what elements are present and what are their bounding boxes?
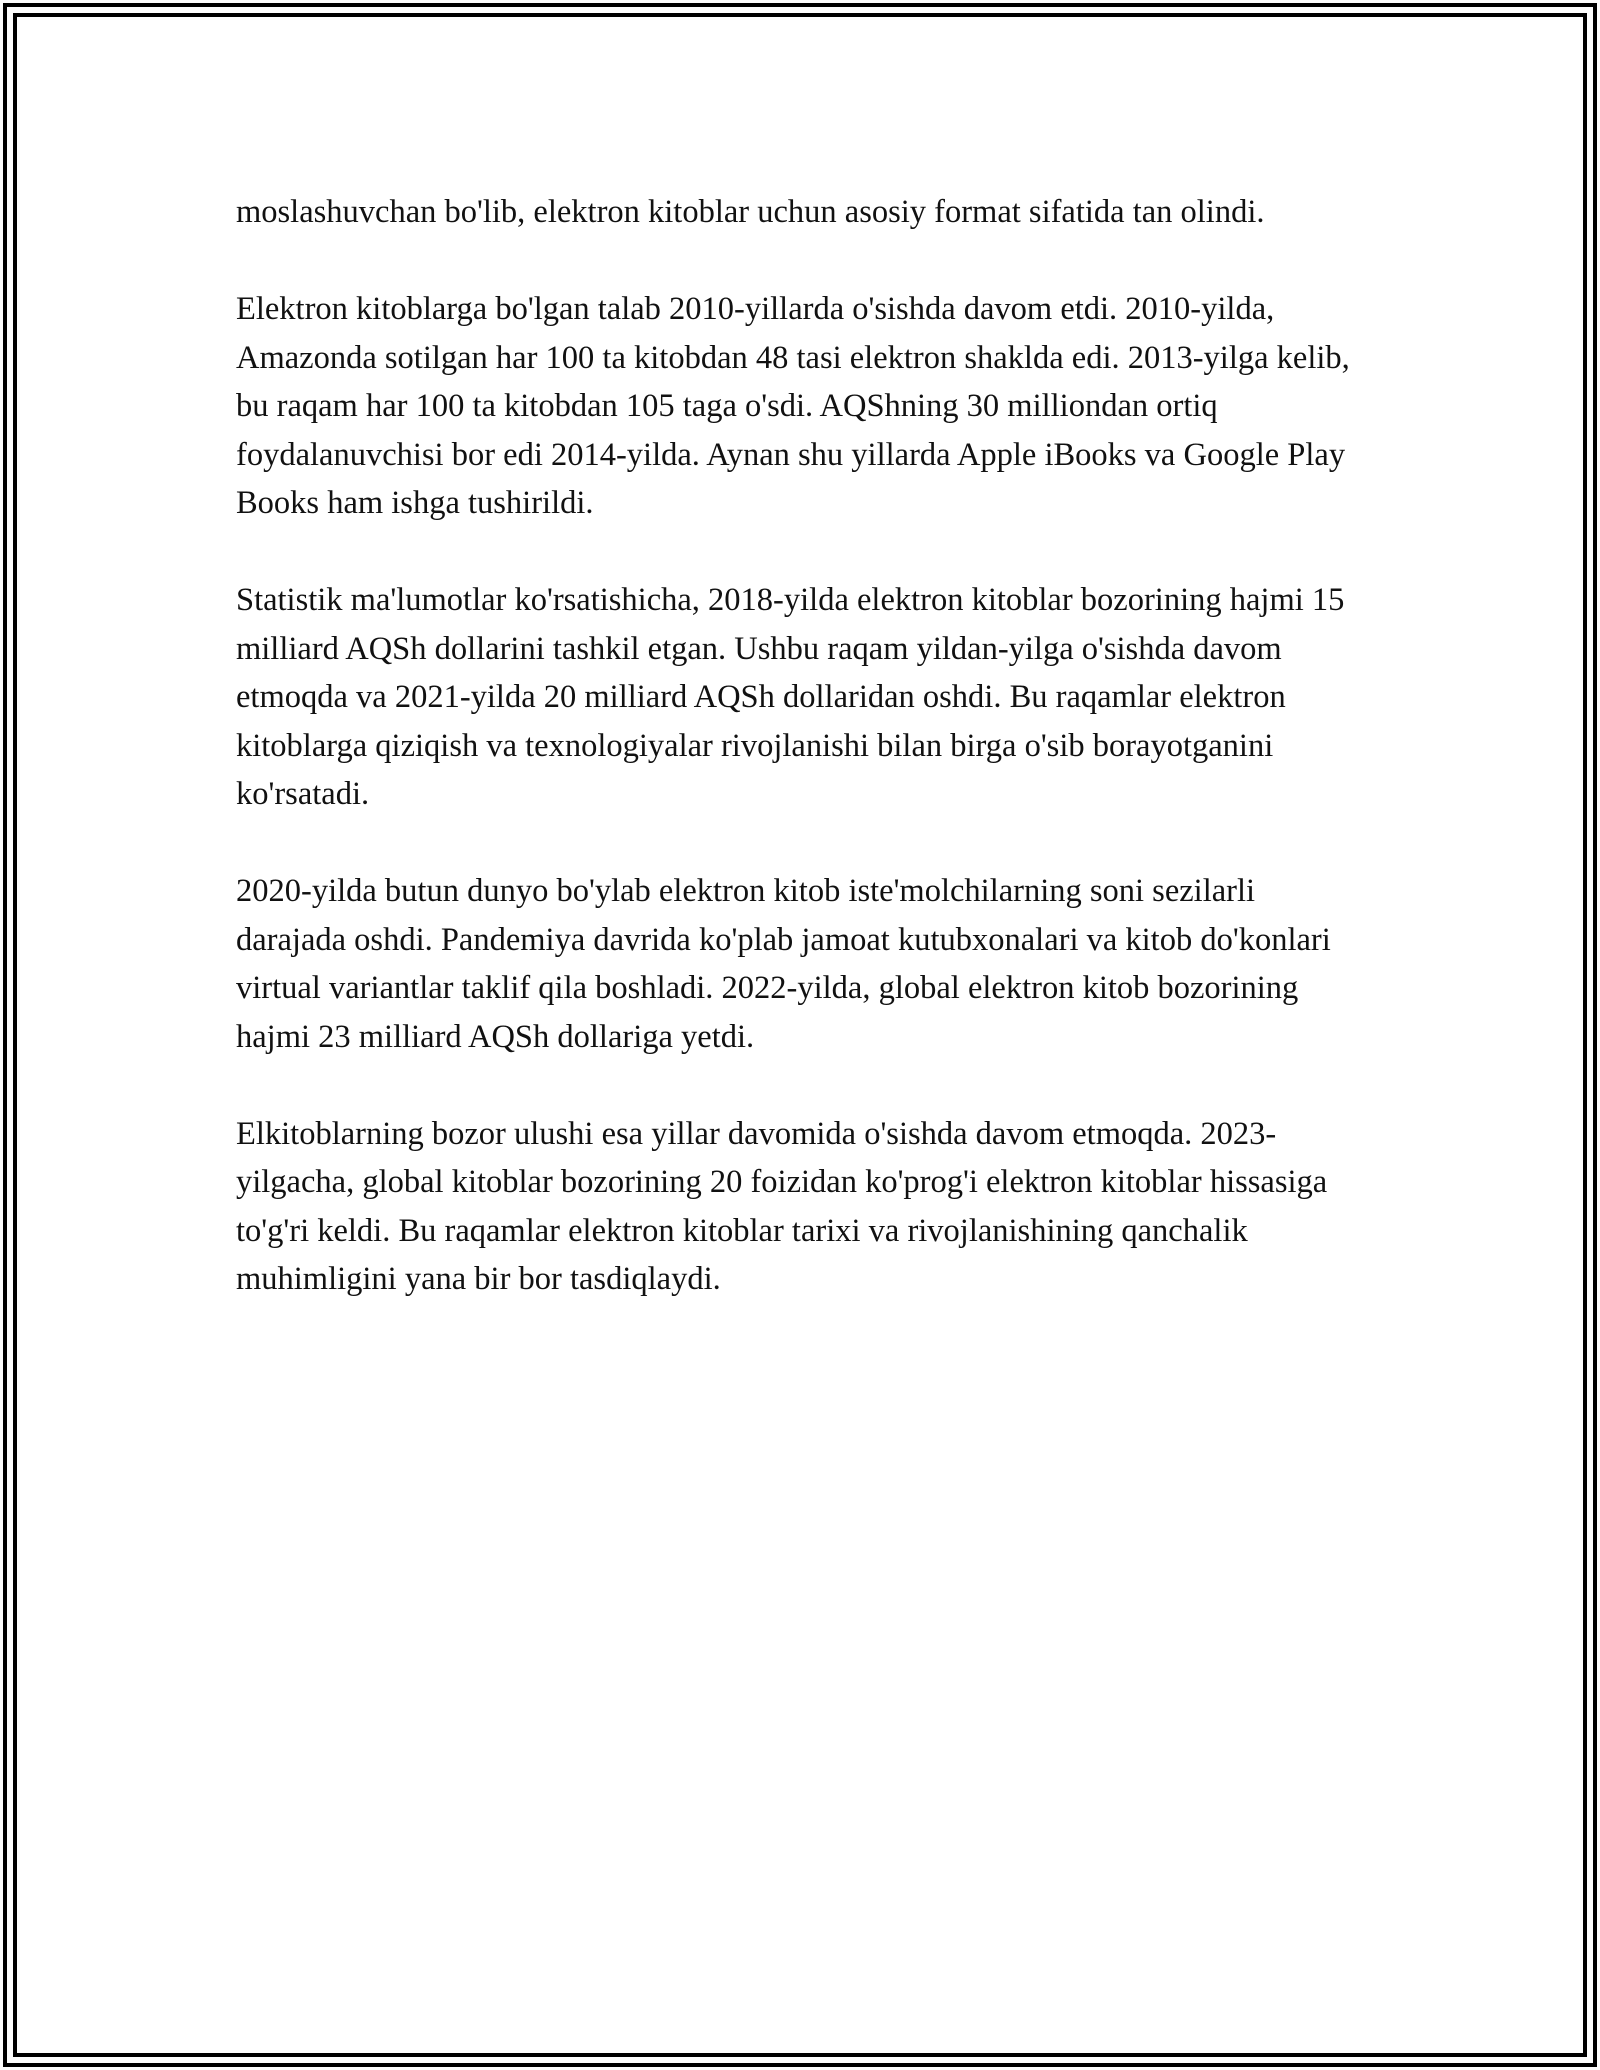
paragraph-2: Elektron kitoblarga bo'lgan talab 2010-yillarda o'sishda davom etdi. 2010-yilda, Amazonda sotilgan har 100 ta kitobdan 48 tasi elektron shaklda edi. 2013-yilga kelib, bu raqam har 100 ta kitobdan 105 taga o'sdi. AQShning 30 milliondan ortiq foydalanuvchisi bor edi 2014-yilda. Aynan shu yillarda Apple iBooks va Google Play Books ham ishga tushirildi.: [236, 291, 1350, 521]
paragraph-1: moslashuvchan bo'lib, elektron kitoblar uchun asosiy format sifatida tan olindi.: [236, 194, 1265, 230]
paragraph-3: Statistik ma'lumotlar ko'rsatishicha, 2018-yilda elektron kitoblar bozorining hajmi 15 milliard AQSh dollarini tashkil etgan. Ushbu raqam yildan-yilga o'sishda davom etmoqda va 2021-yilda 20 milliard AQSh dollaridan oshdi. Bu raqamlar elektron kitoblarga qiziqish va texnologiyalar rivojlanishi bilan birga o'sib borayotganini ko'rsatadi.: [236, 582, 1345, 812]
paragraph-4: 2020-yilda butun dunyo bo'ylab elektron kitob iste'molchilarning soni sezilarli darajada oshdi. Pandemiya davrida ko'plab jamoat kutubxonalari va kitob do'konlari virtual variantlar taklif qila boshladi. 2022-yilda, global elektron kitob bozorining hajmi 23 milliard AQSh dollariga yetdi.: [236, 873, 1331, 1055]
document-body: [236, 188, 1366, 1352]
paragraph-5: Elkitoblarning bozor ulushi esa yillar davomida o'sishda davom etmoqda. 2023-yilgacha, global kitoblar bozorining 20 foizidan ko'prog'i elektron kitoblar hissasiga to'g'ri keldi. Bu raqamlar elektron kitoblar tarixi va rivojlanishining qanchalik muhimligini yana bir bor tasdiqlaydi.: [236, 1115, 1328, 1297]
